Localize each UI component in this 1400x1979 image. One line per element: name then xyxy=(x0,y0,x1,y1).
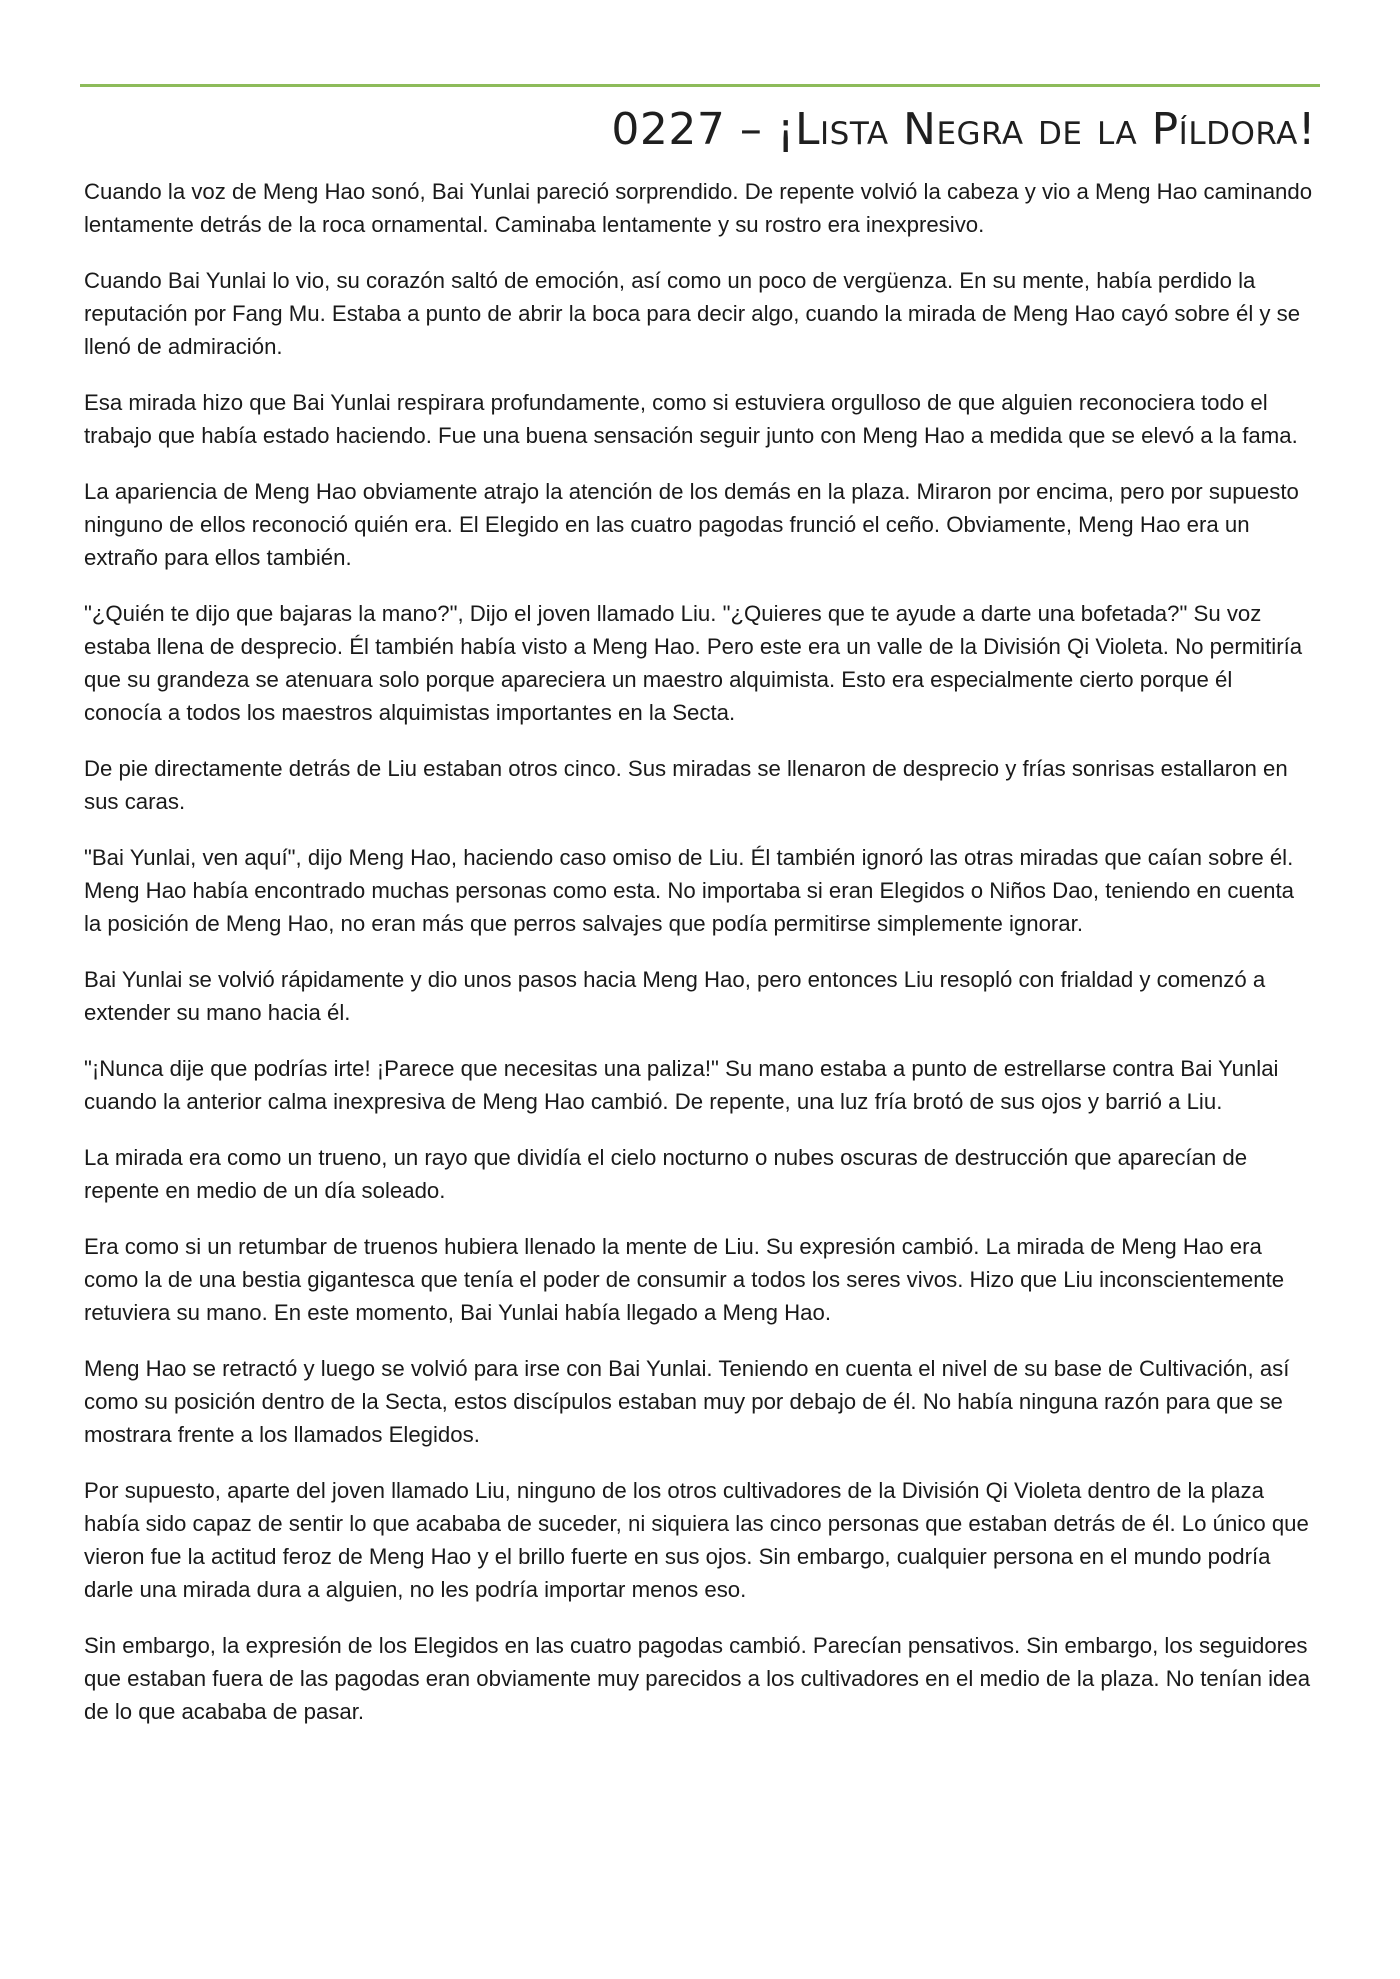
paragraph: Bai Yunlai se volvió rápidamente y dio unos pasos hacia Meng Hao, pero entonces Liu resopló con frialdad y comenzó a extender su mano hacia él. xyxy=(84,967,1266,1025)
paragraph: Cuando la voz de Meng Hao sonó, Bai Yunlai pareció sorprendido. De repente volvió la cabeza y vio a Meng Hao caminando lentamente detrás de la roca ornamental. Caminaba lentamente y su rostro era inexpresivo. xyxy=(84,179,1313,237)
chapter-title: 0227 – ¡Lista Negra de la Píldora! xyxy=(611,104,1316,155)
paragraph: "¡Nunca dije que podrías irte! ¡Parece que necesitas una paliza!" Su mano estaba a punto de estrellarse contra Bai Yunlai cuando la anterior calma inexpresiva de Meng Hao cambió. De repente, una luz fría brotó de sus ojos y barrió a Liu. xyxy=(84,1056,1279,1114)
paragraph: Era como si un retumbar de truenos hubiera llenado la mente de Liu. Su expresión cambió. La mirada de Meng Hao era como la de una bestia gigantesca que tenía el poder de consumir a todos los seres vivos. Hizo que Liu inconscientemente retuviera su mano. En este momento, Bai Yunlai había llegado a Meng Hao. xyxy=(84,1234,1285,1325)
paragraph: De pie directamente detrás de Liu estaban otros cinco. Sus miradas se llenaron de desprecio y frías sonrisas estallaron en sus caras. xyxy=(84,756,1288,814)
paragraph: La mirada era como un trueno, un rayo que dividía el cielo nocturno o nubes oscuras de destrucción que aparecían de repente en medio de un día soleado. xyxy=(84,1145,1248,1203)
paragraph: "¿Quién te dijo que bajaras la mano?", Dijo el joven llamado Liu. "¿Quieres que te ayude a darte una bofetada?" Su voz estaba llena de desprecio. Él también había visto a Meng Hao. Pero este era un valle de la División Qi Violeta. No permitiría que su grandeza se atenuara solo porque apareciera un maestro alquimista. Esto era especialmente cierto porque él conocía a todos los maestros alquimistas importantes en la Secta. xyxy=(84,601,1303,725)
paragraph: Cuando Bai Yunlai lo vio, su corazón saltó de emoción, así como un poco de vergüenza. En su mente, había perdido la reputación por Fang Mu. Estaba a punto de abrir la boca para decir algo, cuando la mirada de Meng Hao cayó sobre él y se llenó de admiración. xyxy=(84,268,1301,359)
paragraph: "Bai Yunlai, ven aquí", dijo Meng Hao, haciendo caso omiso de Liu. Él también ignoró las otras miradas que caían sobre él. Meng Hao había encontrado muchas personas como esta. No importaba si eran Elegidos o Niños Dao, teniendo en cuenta la posición de Meng Hao, no eran más que perros salvajes que podía permitirse simplemente ignorar. xyxy=(84,845,1294,936)
paragraph: Meng Hao se retractó y luego se volvió para irse con Bai Yunlai. Teniendo en cuenta el nivel de su base de Cultivación, así como su posición dentro de la Secta, estos discípulos estaban muy por debajo de él. No había ninguna razón para que se mostrara frente a los llamados Elegidos. xyxy=(84,1356,1290,1447)
chapter-body xyxy=(84,175,1316,1751)
paragraph: Por supuesto, aparte del joven llamado Liu, ninguno de los otros cultivadores de la División Qi Violeta dentro de la plaza había sido capaz de sentir lo que acababa de suceder, ni siquiera las cinco personas que estaban detrás de él. Lo único que vieron fue la actitud feroz de Meng Hao y el brillo fuerte en sus ojos. Sin embargo, cualquier persona en el mundo podría darle una mirada dura a alguien, no les podría importar menos eso. xyxy=(84,1478,1309,1602)
paragraph: La apariencia de Meng Hao obviamente atrajo la atención de los demás en la plaza. Miraron por encima, pero por supuesto ninguno de ellos reconoció quién era. El Elegido en las cuatro pagodas frunció el ceño. Obviamente, Meng Hao era un extraño para ellos también. xyxy=(84,479,1299,570)
paragraph: Sin embargo, la expresión de los Elegidos en las cuatro pagodas cambió. Parecían pensativos. Sin embargo, los seguidores que estaban fuera de las pagodas eran obviamente muy parecidos a los cultivadores en el medio de la plaza. No tenían idea de lo que acababa de pasar. xyxy=(84,1633,1311,1724)
paragraph: Esa mirada hizo que Bai Yunlai respirara profundamente, como si estuviera orgulloso de que alguien reconociera todo el trabajo que había estado haciendo. Fue una buena sensación seguir junto con Meng Hao a medida que se elevó a la fama. xyxy=(84,390,1298,448)
header-rule xyxy=(80,84,1320,87)
